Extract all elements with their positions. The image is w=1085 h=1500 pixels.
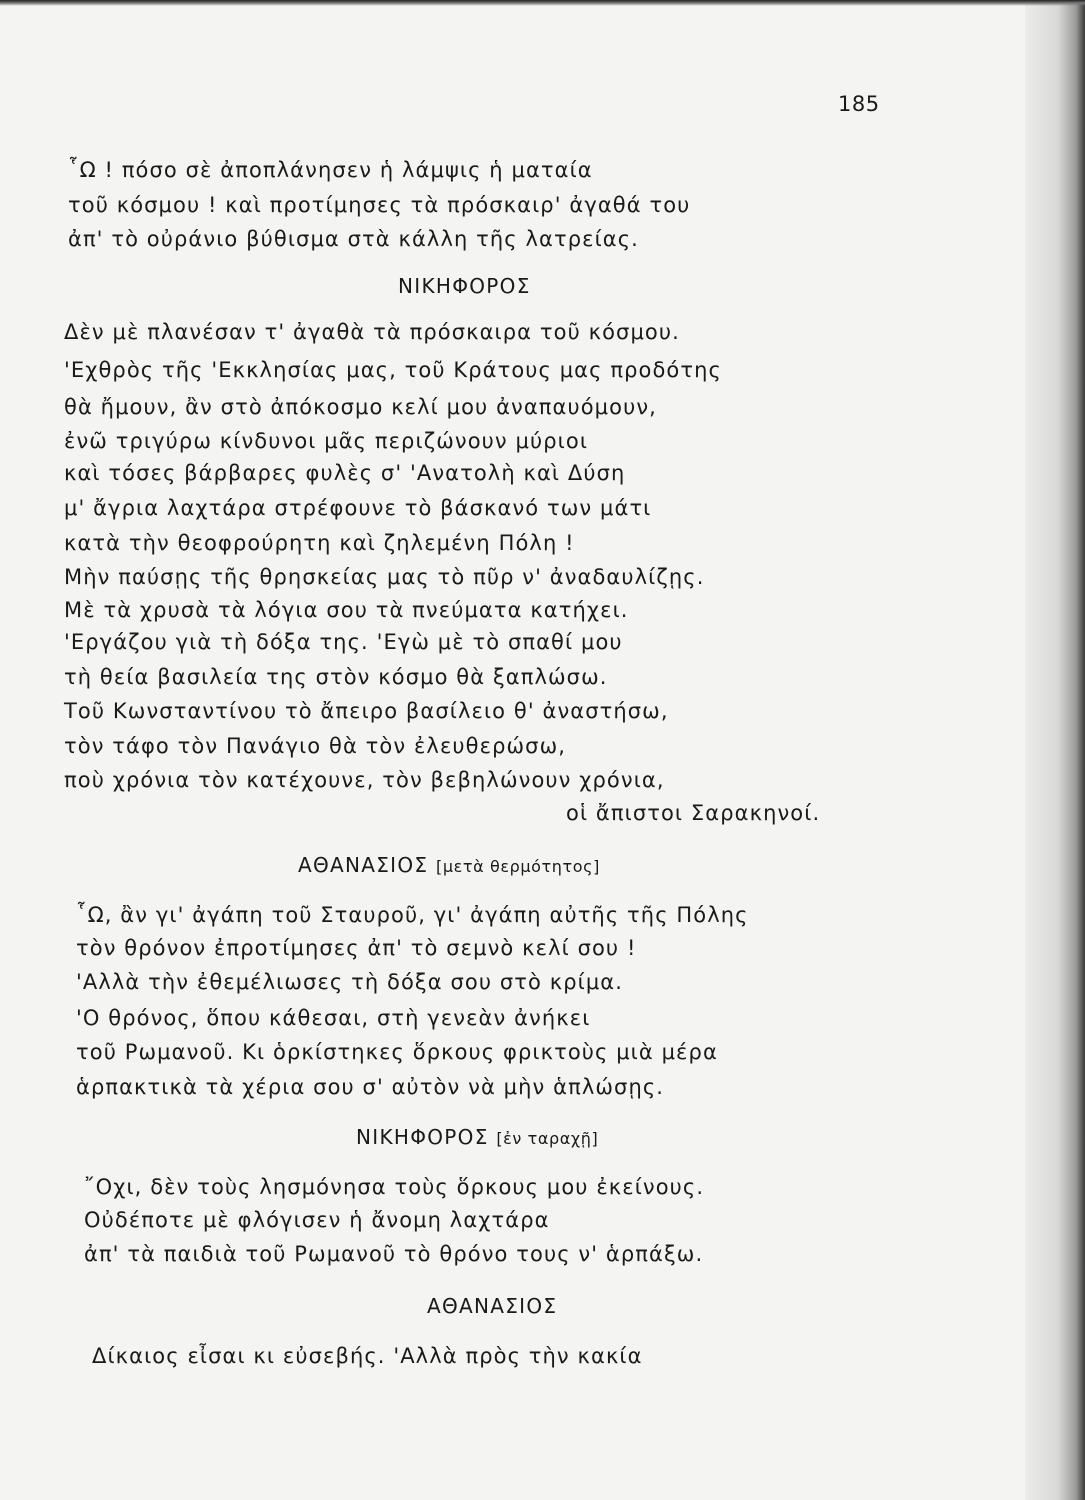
stage-direction: [ἐν ταραχῇ]	[496, 1129, 599, 1148]
stage-direction: [μετὰ θερμότητος]	[436, 857, 600, 876]
verse-line: τὸν θρόνον ἐπροτίμησες ἀπ' τὸ σεμνὸ κελί σου !	[76, 936, 637, 960]
verse-line: Οὐδέποτε μὲ φλόγισεν ἡ ἄνομη λαχτάρα	[84, 1208, 550, 1232]
verse-line: 'Εχθρὸς τῆς 'Εκκλησίας μας, τοῦ Κράτους μας προδότης	[64, 358, 722, 382]
verse-line: Μὴν παύσῃς τῆς θρησκείας μας τὸ πῦρ ν' ἀναδαυλίζῃς.	[64, 565, 705, 589]
speaker-name: ΑΘΑΝΑΣΙΟΣ	[427, 1294, 558, 1318]
verse-line: Τοῦ Κωνσταντίνου τὸ ἄπειρο βασίλειο θ' ἀναστήσω,	[64, 699, 669, 723]
verse-line: τοῦ κόσμου ! καὶ προτίμησες τὰ πρόσκαιρ' ἀγαθά του	[68, 193, 691, 217]
verse-line: 'Ο θρόνος, ὅπου κάθεσαι, στὴ γενεὰν ἀνήκει	[76, 1006, 591, 1030]
verse-line: ῎Οχι, δὲν τοὺς λησμόνησα τοὺς ὅρκους μου ἐκείνους.	[84, 1175, 705, 1199]
speaker-line	[356, 1127, 598, 1147]
verse-line: ῟Ω, ἂν γι' ἀγάπη τοῦ Σταυροῦ, γι' ἀγάπη αὐτῆς τῆς Πόλης	[76, 903, 749, 927]
verse-line: μ' ἄγρια λαχτάρα στρέφουνε τὸ βάσκανό των μάτι	[64, 496, 652, 520]
verse-line: οἱ ἄπιστοι Σαρακηνοί.	[566, 801, 821, 825]
verse-line: ἀπ' τὸ οὐράνιο βύθισμα στὰ κάλλη τῆς λατρείας.	[68, 227, 639, 251]
verse-line: θὰ ἤμουν, ἂν στὸ ἀπόκοσμο κελί μου ἀναπαυόμουν,	[64, 395, 657, 419]
verse-line: ποὺ χρόνια τὸν κατέχουνε, τὸν βεβηλώνουν χρόνια,	[64, 768, 665, 792]
verse-line: ἐνῶ τριγύρω κίνδυνοι μᾶς περιζώνουν μύριοι	[64, 429, 589, 453]
verse-line: Δὲν μὲ πλανέσαν τ' ἀγαθὰ τὰ πρόσκαιρα τοῦ κόσμου.	[64, 320, 680, 344]
speaker-name: ΝΙΚΗΦΟΡΟΣ	[398, 274, 531, 298]
speaker-name: ΝΙΚΗΦΟΡΟΣ	[356, 1125, 489, 1149]
verse-line: Δίκαιος εἶσαι κι εὐσεβής. 'Αλλὰ πρὸς τὴν κακία	[92, 1344, 643, 1368]
verse-line: ῟Ω ! πόσο σὲ ἀποπλάνησεν ἡ λάμψις ἡ ματαία	[68, 158, 593, 182]
verse-line: τὸν τάφο τὸν Πανάγιο θὰ τὸν ἐλευθερώσω,	[64, 734, 567, 758]
verse-line: τοῦ Ρωμανοῦ. Κι ὁρκίστηκες ὅρκους φρικτοὺς μιὰ μέρα	[76, 1040, 718, 1064]
speaker-line	[298, 855, 600, 875]
verse-line: Μὲ τὰ χρυσὰ τὰ λόγια σου τὰ πνεύματα κατήχει.	[64, 598, 629, 622]
verse-line: 'Αλλὰ τὴν ἐθεμέλιωσες τὴ δόξα σου στὸ κρίμα.	[76, 970, 624, 994]
verse-line: κατὰ τὴν θεοφρούρητη καὶ ζηλεμένη Πόλη !	[64, 531, 575, 555]
verse-line: 'Εργάζου γιὰ τὴ δόξα της. 'Εγὼ μὲ τὸ σπαθί μου	[64, 630, 623, 654]
page-number: 185	[838, 92, 880, 116]
verse-line: ἀπ' τὰ παιδιὰ τοῦ Ρωμανοῦ τὸ θρόνο τους ν' ἁρπάξω.	[84, 1242, 704, 1266]
verse-line: καὶ τόσες βάρβαρες φυλὲς σ' 'Ανατολὴ καὶ Δύση	[64, 461, 626, 485]
speaker-name: ΑΘΑΝΑΣΙΟΣ	[298, 853, 429, 877]
verse-line: τὴ θεία βασιλεία της στὸν κόσμο θὰ ξαπλώσω.	[64, 665, 608, 689]
verse-line: ἁρπακτικὰ τὰ χέρια σου σ' αὐτὸν νὰ μὴν ἁπλώσῃς.	[76, 1075, 665, 1099]
